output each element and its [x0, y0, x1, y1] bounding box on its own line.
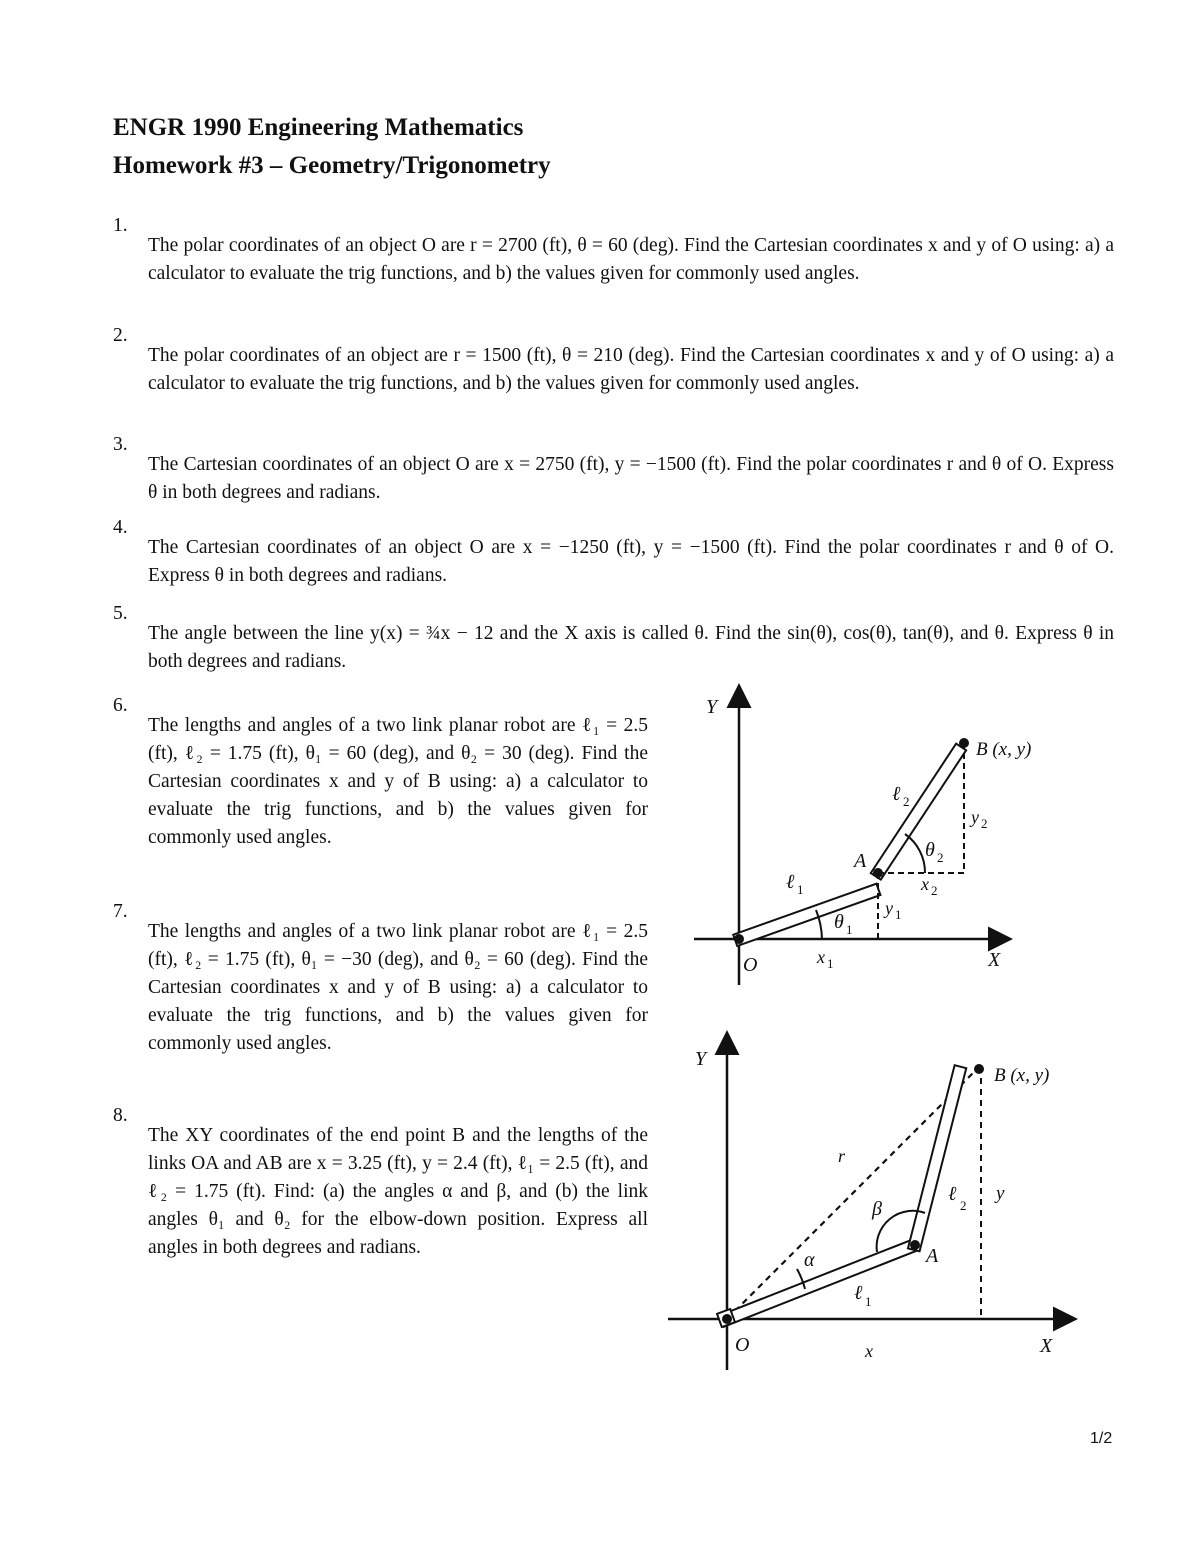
r-label: r: [838, 1146, 846, 1166]
problem-text: The polar coordinates of an object O are r = 2700 (ft), θ = 60 (deg). Find the Cartesian coordinates x and y of O using: a) a calculator to evaluate the trig functions, and b) the values given for commonly used angles.: [148, 234, 1114, 284]
problem-number: 6.: [113, 695, 128, 716]
y1-subscript: 1: [895, 907, 902, 922]
problem-number: 1.: [113, 215, 128, 236]
joint-b: [974, 1064, 984, 1074]
link1-label: ℓ: [854, 1282, 863, 1304]
problem-number: 7.: [113, 901, 128, 922]
x1-subscript: 1: [827, 956, 834, 971]
problem-text: The Cartesian coordinates of an object O are x = 2750 (ft), y = −1500 (ft). Find the polar coordinates r and θ of O. Express θ in both degrees and radians.: [148, 453, 1114, 503]
origin-label: O: [743, 954, 758, 976]
link2-subscript: 2: [960, 1198, 967, 1213]
link2-label: ℓ: [948, 1183, 957, 1205]
y2-subscript: 2: [981, 816, 988, 831]
link2-subscript: 2: [903, 794, 910, 809]
joint-a: [910, 1240, 920, 1250]
beta-label: β: [872, 1198, 882, 1220]
problem-number: 2.: [113, 325, 128, 346]
figure-1-forward-kinematics: [694, 688, 1031, 985]
y1-label: y: [885, 898, 893, 918]
theta1-label: θ: [834, 911, 844, 933]
point-a-label: A: [854, 850, 867, 872]
page-number: 1/2: [1090, 1430, 1113, 1447]
problem-text: The lengths and angles of a two link planar robot are ℓ₁ = 2.5 (ft), ℓ₂ = 1.75 (ft), θ₁ = −30 (deg), and θ₂ = 60 (deg). Find the Cartesian coordinates x and y of B using: a) a calculator to evaluate the trig functions, and b) the values given for commonly used angles.: [148, 920, 648, 1054]
link-2-bar: [871, 744, 966, 880]
link-2-bar: [908, 1065, 966, 1251]
theta1-subscript: 1: [846, 922, 853, 937]
problem-number: 4.: [113, 517, 128, 538]
x2-subscript: 2: [931, 883, 938, 898]
link-1-bar: [719, 1239, 919, 1327]
problem-text: The polar coordinates of an object are r = 1500 (ft), θ = 210 (deg). Find the Cartesian coordinates x and y of O using: a) a calculator to evaluate the trig functions, and b) the values given for commonly used angles.: [148, 344, 1114, 394]
link-1-bar: [733, 884, 880, 946]
theta2-subscript: 2: [937, 850, 944, 865]
x-axis-label: X: [1040, 1335, 1053, 1357]
r-line: [727, 1067, 979, 1319]
course-title: ENGR 1990 Engineering Mathematics: [113, 114, 524, 141]
theta2-label: θ: [925, 839, 935, 861]
problem-number: 3.: [113, 434, 128, 455]
problem-text: The lengths and angles of a two link planar robot are ℓ₁ = 2.5 (ft), ℓ₂ = 1.75 (ft), θ₁ = 60 (deg), and θ₂ = 30 (deg). Find the Cartesian coordinates x and y of B using: a) a calculator to evaluate the trig functions, and b) the values given for commonly used angles.: [148, 714, 648, 848]
x1-label: x: [817, 947, 825, 967]
problem-text: The Cartesian coordinates of an object O are x = −1250 (ft), y = −1500 (ft). Find the polar coordinates r and θ of O. Express θ in both degrees and radians.: [148, 536, 1114, 586]
assignment-title: Homework #3 – Geometry/Trigonometry: [113, 152, 551, 179]
point-b-label: B (x, y): [976, 739, 1032, 760]
y-axis-label: Y: [706, 696, 718, 718]
link1-subscript: 1: [865, 1294, 872, 1309]
joint-o: [734, 934, 744, 944]
figure-2-inverse-kinematics: [668, 1035, 1073, 1370]
x-axis-label: X: [988, 949, 1001, 971]
point-b-label: B (x, y): [994, 1065, 1050, 1086]
x-label: x: [865, 1341, 873, 1361]
problem-text: The XY coordinates of the end point B and the lengths of the links OA and AB are x = 3.25 (ft), y = 2.4 (ft), ℓ₁ = 2.5 (ft), and ℓ₂ = 1.75 (ft). Find: (a) the angles α and β, and (b) the link angles θ₁ and θ₂ for the elbow-down position. Express all angles in both degrees and radians.: [148, 1124, 648, 1258]
x2-label: x: [921, 874, 929, 894]
link1-label: ℓ: [786, 871, 795, 893]
y-axis-label: Y: [695, 1048, 707, 1070]
y-label: y: [996, 1183, 1005, 1204]
point-a-label: A: [926, 1245, 939, 1267]
origin-label: O: [735, 1334, 750, 1356]
problem-number: 5.: [113, 603, 128, 624]
alpha-label: α: [804, 1249, 815, 1271]
joint-o: [722, 1314, 732, 1324]
problem-number: 8.: [113, 1105, 128, 1126]
link2-label: ℓ: [892, 783, 901, 805]
link1-subscript: 1: [797, 882, 804, 897]
y2-label: y: [971, 807, 979, 827]
problem-text: The angle between the line y(x) = ¾x − 12 and the X axis is called θ. Find the sin(θ), cos(θ), tan(θ), and θ. Express θ in both degrees and radians.: [148, 622, 1114, 672]
